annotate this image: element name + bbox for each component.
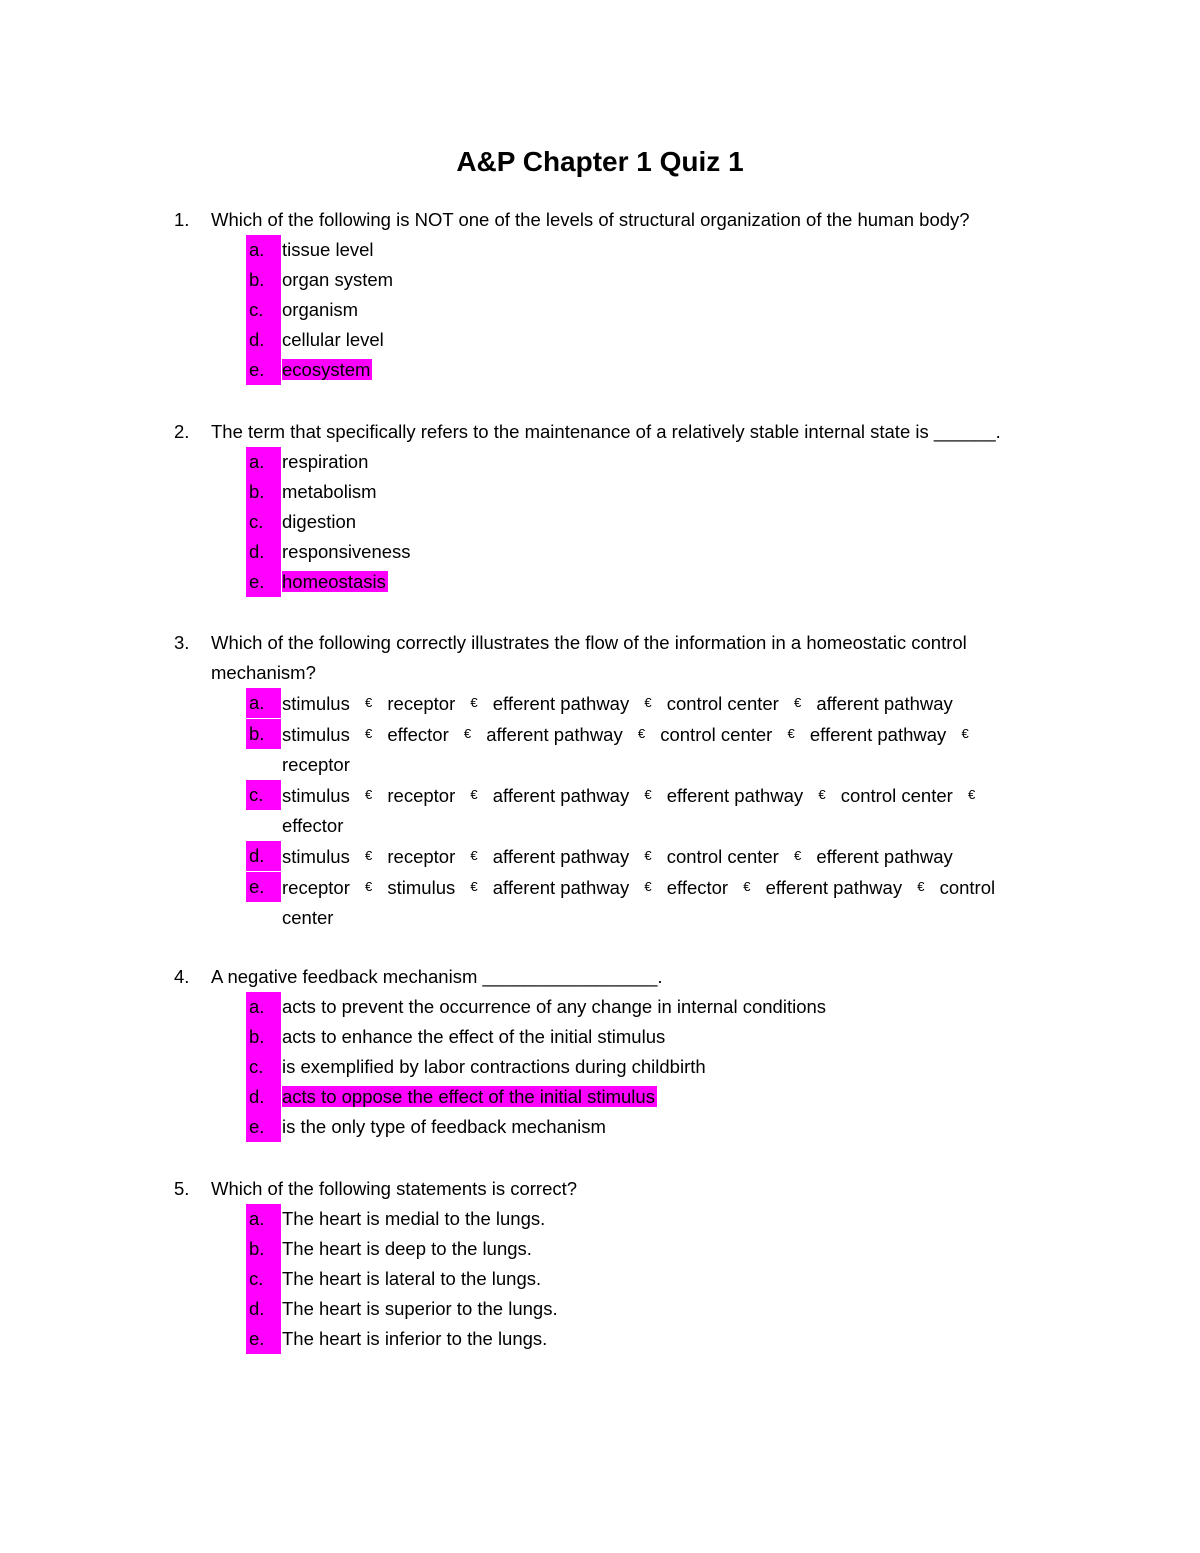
flow-step: stimulus: [282, 846, 350, 867]
option-5b: [0, 1234, 1200, 1264]
flow-arrow-icon: €: [644, 879, 652, 894]
option-letter: e.: [246, 355, 281, 385]
option-letter: e.: [246, 872, 281, 902]
flow-step: afferent pathway: [492, 877, 630, 898]
flow-step: control center: [282, 877, 996, 928]
question-text: Which of the following correctly illustrates the flow of the information in a homeostatic control mechanism?: [211, 632, 967, 683]
flow-step: receptor: [387, 693, 456, 714]
option-1e-answer: [0, 355, 1200, 385]
flow-arrow-icon: €: [917, 879, 925, 894]
question-5: [0, 1174, 1200, 1354]
option-text: metabolism: [282, 481, 377, 502]
option-text: The heart is inferior to the lungs.: [282, 1328, 548, 1349]
option-3b: [0, 719, 1200, 780]
question-text: The term that specifically refers to the maintenance of a relatively stable internal state is ______.: [211, 421, 1001, 442]
option-3d: [0, 841, 1200, 872]
question-2: [0, 417, 1200, 597]
option-letter: d.: [246, 841, 281, 871]
option-letter: a.: [246, 235, 281, 265]
flow-arrow-icon: €: [463, 726, 472, 741]
flow-step: efferent pathway: [816, 846, 953, 867]
flow-arrow-icon: €: [470, 848, 478, 863]
option-text: acts to prevent the occurrence of any change in internal conditions: [282, 996, 827, 1017]
flow-arrow-icon: €: [365, 726, 373, 741]
question-text: Which of the following statements is correct?: [211, 1178, 578, 1199]
flow-step: efferent pathway: [765, 877, 903, 898]
flow-step: control center: [666, 846, 779, 867]
option-text: cellular level: [282, 329, 384, 350]
flow-sequence: [282, 688, 1022, 719]
option-letter: c.: [246, 507, 281, 537]
question-number: 2.: [174, 421, 190, 442]
flow-step: stimulus: [282, 785, 350, 806]
question-text: Which of the following is NOT one of the levels of structural organization of the human body?: [211, 209, 970, 230]
highlighted-answer-text: ecosystem: [282, 359, 371, 380]
option-text: organism: [282, 299, 359, 320]
option-3c: [0, 780, 1200, 841]
question-number: 3.: [174, 632, 190, 653]
question-number: 4.: [174, 966, 190, 987]
option-text: organ system: [282, 269, 394, 290]
flow-arrow-icon: €: [644, 787, 652, 802]
option-letter: d.: [246, 325, 281, 355]
flow-step: stimulus: [387, 877, 456, 898]
option-4d-answer: [0, 1082, 1200, 1112]
flow-step: receptor: [282, 754, 350, 775]
option-5c: [0, 1264, 1200, 1294]
flow-sequence: [282, 780, 1022, 841]
flow-step: receptor: [387, 785, 456, 806]
option-letter: a.: [246, 992, 281, 1022]
option-text: is exemplified by labor contractions during childbirth: [282, 1056, 706, 1077]
option-letter: b.: [246, 265, 281, 295]
flow-step: receptor: [387, 846, 456, 867]
flow-step: afferent pathway: [816, 693, 953, 714]
flow-step: efferent pathway: [492, 693, 630, 714]
option-2a: [0, 447, 1200, 477]
highlighted-answer-text: homeostasis: [282, 571, 386, 592]
option-text: The heart is medial to the lungs.: [282, 1208, 546, 1229]
page-title: A&P Chapter 1 Quiz 1: [456, 146, 744, 177]
flow-step: afferent pathway: [486, 724, 623, 745]
flow-arrow-icon: €: [470, 787, 478, 802]
option-text: respiration: [282, 451, 369, 472]
flow-arrow-icon: €: [365, 787, 373, 802]
flow-arrow-icon: €: [644, 848, 652, 863]
option-text: responsiveness: [282, 541, 411, 562]
question-3: [0, 628, 1200, 933]
flow-arrow-icon: €: [365, 848, 373, 863]
option-4e: [0, 1112, 1200, 1142]
flow-step: control center: [666, 693, 779, 714]
question-number: 1.: [174, 209, 190, 230]
option-text: The heart is deep to the lungs.: [282, 1238, 532, 1259]
option-1b: [0, 265, 1200, 295]
flow-step: effector: [282, 815, 344, 836]
option-text: is the only type of feedback mechanism: [282, 1116, 606, 1137]
option-letter: a.: [246, 688, 281, 718]
option-letter: d.: [246, 1294, 281, 1324]
option-text: acts to enhance the effect of the initial stimulus: [282, 1026, 666, 1047]
option-letter: b.: [246, 719, 281, 749]
flow-step: efferent pathway: [809, 724, 947, 745]
option-4a: [0, 992, 1200, 1022]
option-1d: [0, 325, 1200, 355]
option-3a: [0, 688, 1200, 719]
option-letter: c.: [246, 1052, 281, 1082]
option-text: digestion: [282, 511, 357, 532]
flow-arrow-icon: €: [470, 879, 478, 894]
flow-step: control center: [660, 724, 773, 745]
option-letter: b.: [246, 477, 281, 507]
option-5e: [0, 1324, 1200, 1354]
flow-step: stimulus: [282, 724, 350, 745]
option-letter: c.: [246, 1264, 281, 1294]
flow-arrow-icon: €: [365, 695, 373, 710]
option-5d: [0, 1294, 1200, 1324]
option-letter: a.: [246, 1204, 281, 1234]
option-letter: b.: [246, 1022, 281, 1052]
question-text: A negative feedback mechanism _________________.: [211, 966, 663, 987]
option-letter: d.: [246, 1082, 281, 1112]
flow-arrow-icon: €: [743, 879, 751, 894]
flow-step: effector: [387, 724, 449, 745]
flow-arrow-icon: €: [787, 726, 795, 741]
option-1c: [0, 295, 1200, 325]
option-5a: [0, 1204, 1200, 1234]
flow-sequence: [282, 719, 1022, 780]
option-letter: a.: [246, 447, 281, 477]
flow-arrow-icon: €: [818, 787, 826, 802]
flow-arrow-icon: €: [365, 879, 373, 894]
option-letter: e.: [246, 567, 281, 597]
flow-step: control center: [840, 785, 953, 806]
option-2b: [0, 477, 1200, 507]
flow-arrow-icon: €: [644, 695, 652, 710]
flow-step: efferent pathway: [666, 785, 804, 806]
question-1: [0, 205, 1200, 385]
flow-step: effector: [666, 877, 729, 898]
option-1a: [0, 235, 1200, 265]
option-letter: e.: [246, 1324, 281, 1354]
flow-sequence: [282, 841, 1022, 872]
option-text: The heart is superior to the lungs.: [282, 1298, 558, 1319]
flow-arrow-icon: €: [967, 787, 976, 802]
option-2d: [0, 537, 1200, 567]
option-letter: e.: [246, 1112, 281, 1142]
flow-sequence: [282, 872, 1022, 933]
flow-step: afferent pathway: [492, 785, 630, 806]
option-2e-answer: [0, 567, 1200, 597]
question-4: [0, 962, 1200, 1142]
flow-arrow-icon: €: [961, 726, 969, 741]
highlighted-answer-text: acts to oppose the effect of the initial stimulus: [282, 1086, 655, 1107]
flow-step: receptor: [282, 877, 350, 898]
option-text: The heart is lateral to the lungs.: [282, 1268, 542, 1289]
option-letter: d.: [246, 537, 281, 567]
option-4b: [0, 1022, 1200, 1052]
option-2c: [0, 507, 1200, 537]
flow-arrow-icon: €: [793, 848, 802, 863]
option-letter: c.: [246, 780, 281, 810]
flow-arrow-icon: €: [637, 726, 646, 741]
option-text: tissue level: [282, 239, 374, 260]
option-letter: b.: [246, 1234, 281, 1264]
option-letter: c.: [246, 295, 281, 325]
flow-step: afferent pathway: [492, 846, 630, 867]
option-4c: [0, 1052, 1200, 1082]
flow-arrow-icon: €: [793, 695, 802, 710]
flow-arrow-icon: €: [470, 695, 478, 710]
question-number: 5.: [174, 1178, 190, 1199]
option-3e: [0, 872, 1200, 933]
flow-step: stimulus: [282, 693, 350, 714]
